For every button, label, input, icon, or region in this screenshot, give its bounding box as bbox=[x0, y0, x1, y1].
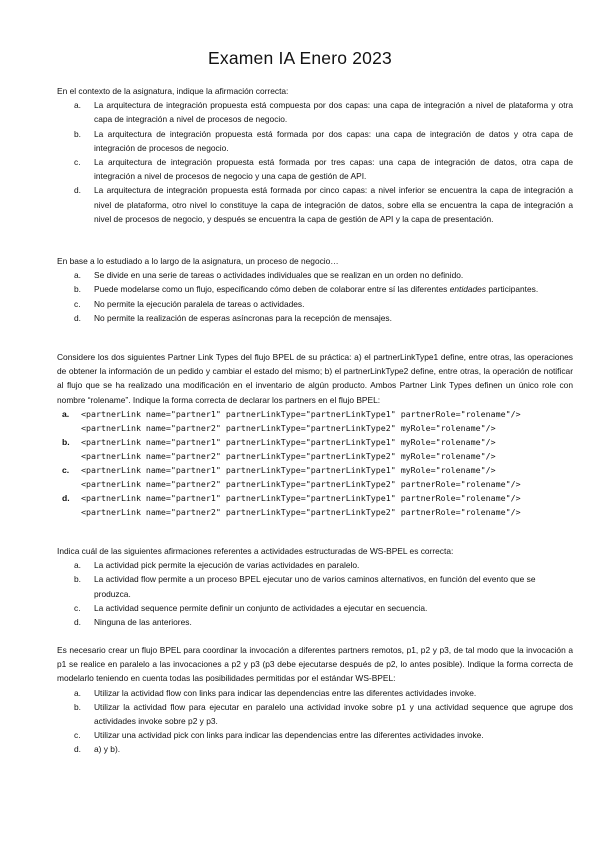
code-line-2: <partnerLink name="partner2" partnerLinkType="partnerLinkType2" partnerRole="rolename"/> bbox=[81, 478, 521, 489]
option-letter: d. bbox=[62, 492, 70, 503]
option-b[interactable] bbox=[57, 572, 573, 600]
option-a[interactable] bbox=[57, 407, 573, 435]
option-letter: b. bbox=[74, 284, 81, 295]
question-text: En base a lo estudiado a lo largo de la asignatura, un proceso de negocio… bbox=[57, 256, 339, 266]
options-list bbox=[57, 558, 573, 629]
option-text: Utilizar una actividad pick con links para indicar las dependencias entre las diferentes actividades invoke. bbox=[94, 730, 484, 741]
option-text: a) y b). bbox=[94, 744, 121, 755]
option-b[interactable] bbox=[57, 700, 573, 728]
option-c[interactable] bbox=[57, 601, 573, 615]
question-3 bbox=[57, 350, 573, 519]
question-text: Considere los dos siguientes Partner Link Types del flujo BPEL de su práctica: a) el partnerLinkType1 define, entre otras, las operaciones de obtener la información de un pedido y cambiar el estado del mismo; b) el partnerLinkType2 define, entre otras, la operación de notificar al flujo que se ha realizado una modificación en el inventario de algún producto. Ambos Partner Link Types definen un único role con nombre “rolename”. Indique la forma correcta de declarar los partners en el flujo BPEL: bbox=[57, 352, 573, 405]
option-letter: b. bbox=[74, 128, 81, 139]
option-text: La arquitectura de integración propuesta está formada por dos capas: una capa de integración de datos y otra capa de integración de procesos de negocio. bbox=[94, 128, 573, 153]
question-text: Es necesario crear un flujo BPEL para coordinar la invocación a diferentes partners remotos, p1, p2 y p3, de tal modo que la invocación a p1 se realice en paralelo a las invocaciones a p2 y p3 (p3 debe ejecutarse después de p2, lo antes posible). Indique la forma correcta de modelarlo teniendo en cuenta todas las posibilidades permitidas por el estándar WS-BPEL: bbox=[57, 645, 573, 684]
option-c[interactable] bbox=[57, 155, 573, 183]
option-b[interactable] bbox=[57, 435, 573, 463]
option-text: La actividad pick permite la ejecución de varias actividades en paralelo. bbox=[94, 560, 360, 571]
code-line-2: <partnerLink name="partner2" partnerLinkType="partnerLinkType2" myRole="rolename"/> bbox=[81, 422, 496, 433]
option-text-italic: entidades bbox=[449, 284, 487, 295]
option-text: Ninguna de las anteriores. bbox=[94, 617, 192, 628]
option-text: La actividad sequence permite definir un conjunto de actividades a ejecutar en secuencia. bbox=[94, 602, 428, 613]
option-text: Utilizar la actividad flow para ejecutar en paralelo una actividad invoke sobre p1 y una actividad sequence que agrupe dos actividades invoke sobre p2 y p3. bbox=[94, 701, 573, 727]
option-a[interactable] bbox=[57, 686, 573, 700]
option-c[interactable] bbox=[57, 463, 573, 491]
option-b[interactable] bbox=[57, 282, 573, 296]
option-letter: c. bbox=[62, 464, 70, 475]
option-d[interactable] bbox=[57, 742, 573, 756]
option-d[interactable] bbox=[57, 491, 573, 519]
option-letter: a. bbox=[74, 560, 81, 571]
option-letter: b. bbox=[74, 701, 81, 712]
question-text: Indica cuál de las siguientes afirmaciones referentes a actividades estructuradas de WS-BPEL es correcta: bbox=[57, 546, 454, 556]
option-c[interactable] bbox=[57, 297, 573, 311]
option-b[interactable] bbox=[57, 127, 573, 155]
option-a[interactable] bbox=[57, 268, 573, 282]
option-letter: c. bbox=[74, 730, 81, 741]
option-letter: c. bbox=[74, 602, 81, 613]
option-text: La actividad flow permite a un proceso BPEL ejecutar uno de varios caminos alternativos, en función del evento que se produzca. bbox=[94, 574, 536, 599]
options-list bbox=[57, 98, 573, 226]
option-letter: a. bbox=[74, 270, 81, 281]
question-2 bbox=[57, 254, 573, 325]
code-line-2: <partnerLink name="partner2" partnerLinkType="partnerLinkType2" partnerRole="rolename"/> bbox=[81, 506, 521, 517]
option-letter: d. bbox=[74, 312, 81, 323]
options-list bbox=[57, 407, 573, 519]
question-4 bbox=[57, 544, 573, 629]
option-letter: c. bbox=[74, 298, 81, 309]
option-letter: a. bbox=[62, 408, 70, 419]
code-line-1: <partnerLink name="partner1" partnerLinkType="partnerLinkType1" partnerRole="rolename"/> bbox=[81, 492, 521, 503]
option-letter: a. bbox=[74, 100, 81, 111]
option-letter: a. bbox=[74, 687, 81, 698]
page-title: Examen IA Enero 2023 bbox=[208, 48, 392, 68]
option-d[interactable] bbox=[57, 183, 573, 226]
option-d[interactable] bbox=[57, 311, 573, 325]
option-text: La arquitectura de integración propuesta está formada por tres capas: una capa de integración de datos, otra capa de integración a nivel de procesos de negocio y una capa de gestión de API. bbox=[94, 157, 573, 182]
option-text: No permite la realización de esperas asíncronas para la recepción de mensajes. bbox=[94, 312, 392, 323]
option-c[interactable] bbox=[57, 728, 573, 742]
option-text: La arquitectura de integración propuesta está formada por cinco capas: a nivel inferior se encuentra la capa de integración a nivel de plataforma, otro nivel lo constituye la capa de integración de datos, sobre ella se encuentra la capa de integración a nivel de procesos de negocio, y después se encuentra la capa de gestión de API y la capa de presentación. bbox=[94, 185, 573, 224]
code-line-1: <partnerLink name="partner1" partnerLinkType="partnerLinkType1" myRole="rolename"/> bbox=[81, 436, 496, 447]
option-letter: b. bbox=[62, 436, 70, 447]
options-list bbox=[57, 686, 573, 757]
question-5 bbox=[57, 643, 573, 757]
option-letter: d. bbox=[74, 617, 81, 628]
option-a[interactable] bbox=[57, 558, 573, 572]
code-line-1: <partnerLink name="partner1" partnerLinkType="partnerLinkType1" partnerRole="rolename"/> bbox=[81, 408, 521, 419]
question-1 bbox=[57, 84, 573, 226]
code-line-1: <partnerLink name="partner1" partnerLinkType="partnerLinkType1" myRole="rolename"/> bbox=[81, 464, 496, 475]
option-text: Utilizar la actividad flow con links para indicar las dependencias entre las diferentes actividades invoke. bbox=[94, 687, 477, 698]
option-letter: b. bbox=[74, 574, 81, 585]
option-text: No permite la ejecución paralela de tareas o actividades. bbox=[94, 298, 305, 309]
question-text: En el contexto de la asignatura, indique la afirmación correcta: bbox=[57, 86, 289, 96]
option-text: La arquitectura de integración propuesta está compuesta por dos capas: una capa de integración a nivel de plataforma y otra capa de integración a nivel de procesos de negocio. bbox=[94, 100, 573, 125]
option-letter: c. bbox=[74, 157, 81, 168]
option-d[interactable] bbox=[57, 615, 573, 629]
option-letter: d. bbox=[74, 744, 81, 755]
option-a[interactable] bbox=[57, 98, 573, 126]
option-letter: d. bbox=[74, 185, 81, 196]
options-list bbox=[57, 268, 573, 325]
option-text-after: participantes. bbox=[486, 284, 539, 295]
option-text: Se divide en una serie de tareas o actividades individuales que se realizan en un orden no definido. bbox=[94, 270, 464, 281]
code-line-2: <partnerLink name="partner2" partnerLinkType="partnerLinkType2" myRole="rolename"/> bbox=[81, 450, 496, 461]
option-text-before: Puede modelarse como un flujo, especificando cómo deben de colaborar entre sí las diferentes bbox=[94, 284, 450, 295]
